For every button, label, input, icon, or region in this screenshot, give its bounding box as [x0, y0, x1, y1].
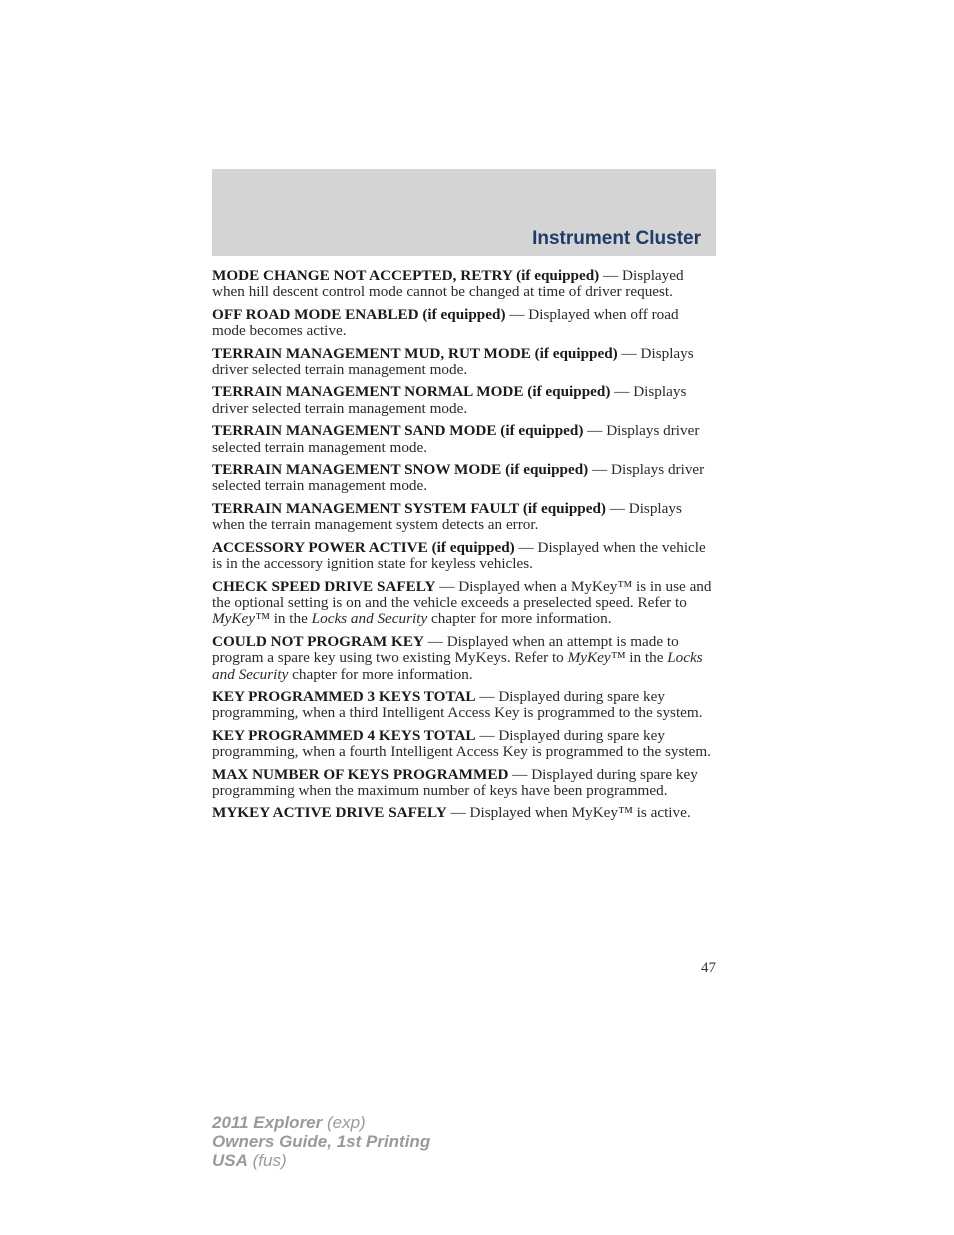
footer-line-guide: Owners Guide, 1st Printing: [212, 1132, 431, 1151]
section-title: Instrument Cluster: [532, 228, 701, 249]
message-term: KEY PROGRAMMED 4 KEYS TOTAL: [212, 726, 476, 744]
cross-reference: MyKey™: [567, 649, 626, 667]
message-entry: [212, 634, 712, 683]
message-description: — Displays when the terrain management system detects an error.: [212, 499, 682, 534]
message-term: MAX NUMBER OF KEYS PROGRAMMED: [212, 765, 509, 783]
message-description: — Displayed during spare key programming, when a third Intelligent Access Key is programmed to the system.: [212, 687, 703, 722]
cross-reference: MyKey™: [212, 610, 270, 628]
page-number: 47: [701, 960, 716, 976]
message-term: MYKEY ACTIVE DRIVE SAFELY: [212, 804, 447, 822]
message-term: CHECK SPEED DRIVE SAFELY: [212, 577, 436, 595]
message-entry: [212, 501, 712, 534]
message-description: — Displayed during spare key programming, when a fourth Intelligent Access Key is programmed to the system.: [212, 726, 711, 761]
message-entry: [212, 689, 712, 722]
message-description: — Displays driver selected terrain management mode.: [212, 422, 700, 456]
message-description: — Displays driver selected terrain management mode.: [212, 461, 705, 495]
message-entry: [212, 462, 712, 495]
footer-market-code: (fus): [247, 1151, 287, 1170]
footer-model: 2011 Explorer: [212, 1113, 323, 1132]
message-term: KEY PROGRAMMED 3 KEYS TOTAL: [212, 687, 476, 705]
footer-line-model: [212, 1113, 430, 1132]
chapter-reference: Locks and Security: [311, 610, 428, 628]
footer-market: USA: [212, 1151, 248, 1170]
message-entry: [212, 540, 712, 573]
message-entry: [212, 579, 712, 628]
message-description: chapter for more information.: [427, 610, 612, 628]
message-term: COULD NOT PROGRAM KEY: [212, 632, 424, 650]
message-term: TERRAIN MANAGEMENT SAND MODE (if equipped): [212, 422, 584, 440]
message-entry: [212, 268, 712, 301]
message-term: TERRAIN MANAGEMENT NORMAL MODE (if equipped): [212, 383, 611, 401]
footer-line-market: [212, 1151, 430, 1170]
document-footer: [212, 1113, 430, 1170]
message-description: — Displayed during spare key programming when the maximum number of keys have been programmed.: [212, 765, 698, 799]
message-description: chapter for more information.: [288, 665, 473, 683]
message-entry: [212, 805, 712, 821]
message-term: ACCESSORY POWER ACTIVE (if equipped): [212, 538, 515, 556]
message-entry: [212, 346, 712, 379]
message-description: — Displays driver selected terrain management mode.: [212, 344, 694, 379]
message-entry: [212, 307, 712, 340]
footer-model-code: (exp): [322, 1113, 366, 1132]
message-description: in the: [269, 610, 312, 628]
message-description: — Displayed when a MyKey™ is in use and the optional setting is on and the vehicle exceeds a preselected speed. Refer to: [212, 577, 712, 611]
message-entry: [212, 767, 712, 800]
message-term: TERRAIN MANAGEMENT MUD, RUT MODE (if equipped): [212, 344, 618, 362]
message-entry: [212, 423, 712, 456]
chapter-reference: Locks and Security: [212, 649, 703, 683]
message-description: — Displayed when MyKey™ is active.: [446, 804, 691, 822]
message-description: — Displays driver selected terrain management mode.: [212, 383, 687, 417]
message-description: — Displayed when hill descent control mode cannot be changed at time of driver request.: [212, 267, 684, 301]
message-description: — Displayed when an attempt is made to program a spare key using two existing MyKeys. Refer to: [212, 632, 679, 667]
message-term: OFF ROAD MODE ENABLED (if equipped): [212, 305, 506, 323]
message-entry: [212, 384, 712, 417]
message-term: TERRAIN MANAGEMENT SNOW MODE (if equipped): [212, 461, 589, 479]
message-term: TERRAIN MANAGEMENT SYSTEM FAULT (if equipped): [212, 499, 606, 517]
message-description: — Displayed when off road mode becomes active.: [212, 305, 679, 340]
message-term: MODE CHANGE NOT ACCEPTED, RETRY (if equipped): [212, 267, 600, 284]
message-description: in the: [625, 649, 668, 667]
message-list: [212, 268, 712, 828]
section-header-band: [212, 169, 716, 256]
message-description: — Displayed when the vehicle is in the accessory ignition state for keyless vehicles.: [212, 538, 706, 573]
message-entry: [212, 728, 712, 761]
